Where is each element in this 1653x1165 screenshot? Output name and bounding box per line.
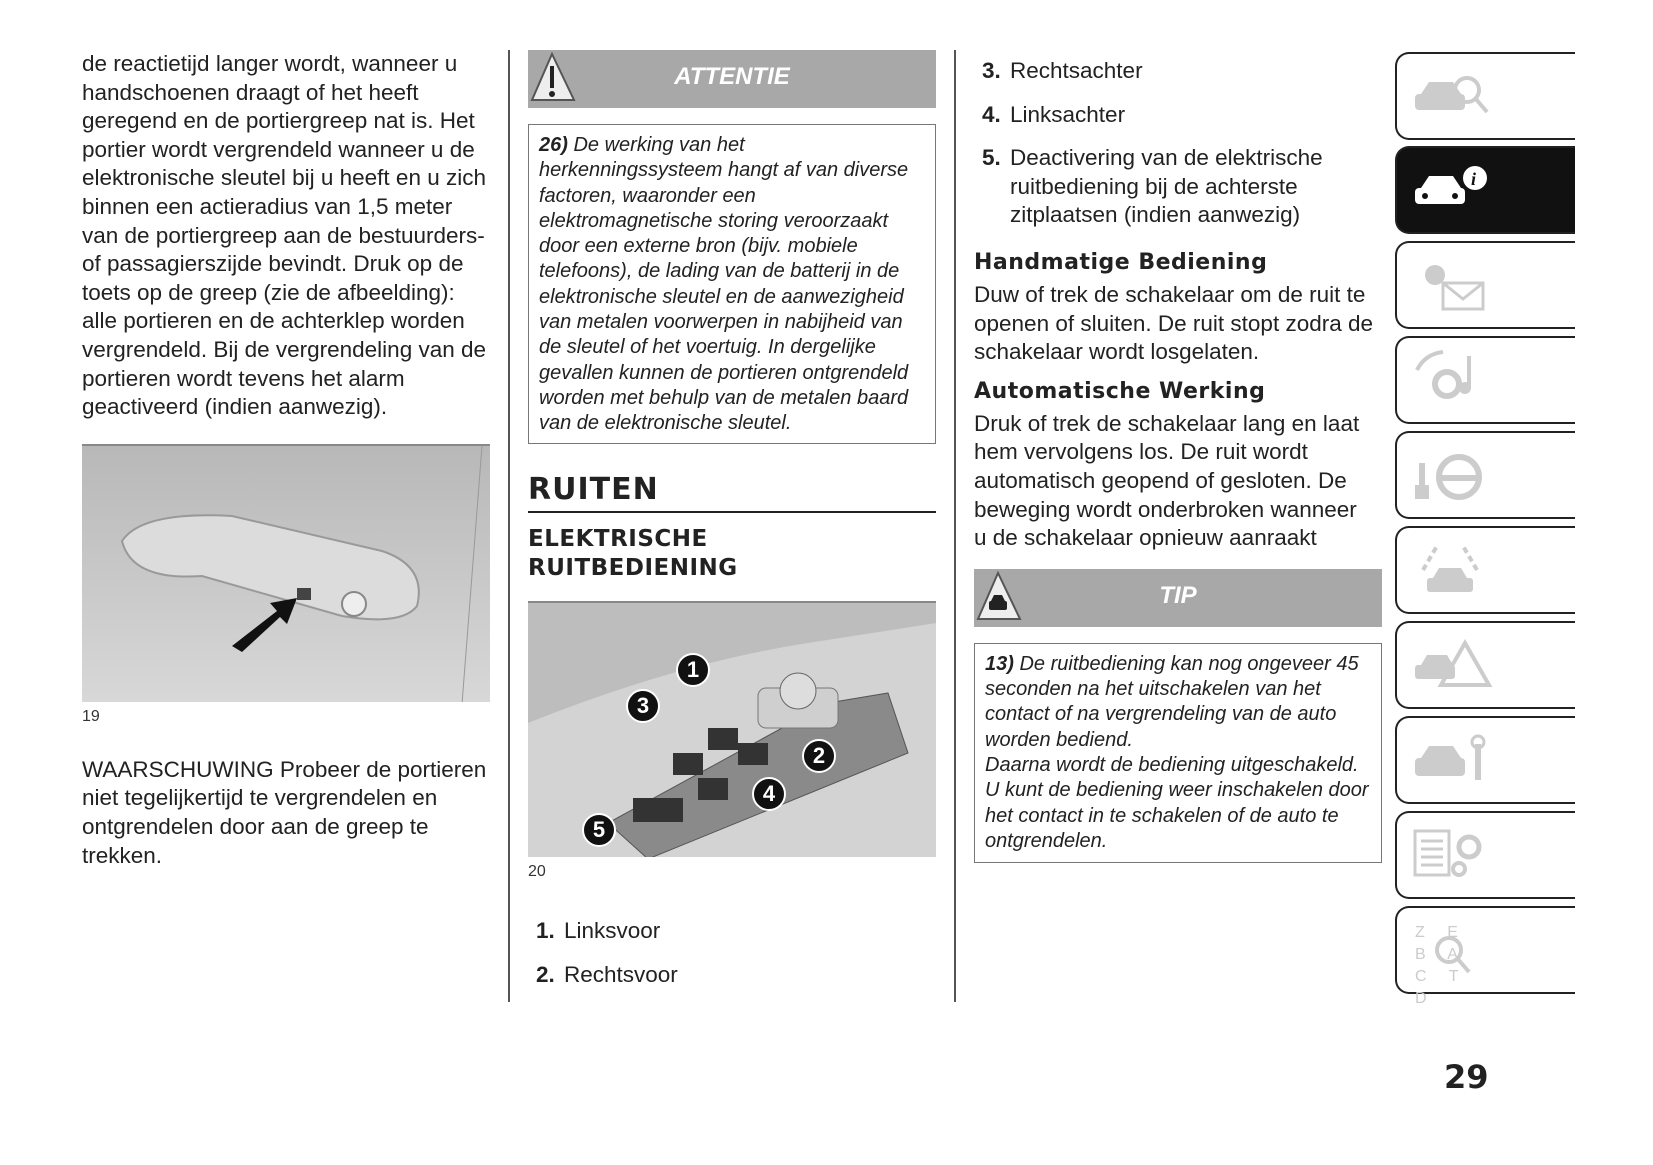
figure-number: 19 [82,707,100,725]
right-column [974,57,1382,863]
page-number: 29 [1444,1058,1489,1096]
tab-multimedia[interactable] [1395,336,1575,424]
car-search-icon [1413,66,1493,126]
callout-2: 2 [802,739,836,773]
list-text: Deactivering van de elektrische ruitbediening bij de achterste zitplaatsen (indien aanwezig) [1010,145,1323,228]
list-text: Linksvoor [564,918,661,943]
section-title: RUITEN [528,472,936,513]
car-info-icon [1413,160,1493,220]
tip-banner [974,569,1382,627]
note-number: 26) [539,134,568,156]
list-item [528,917,936,946]
door-handle-figure [82,444,490,702]
attention-title: ATTENTIE [674,63,790,90]
callout-1: 1 [676,653,710,687]
left-column [82,50,492,870]
tab-index[interactable] [1395,906,1575,1007]
subsection-title-line1: ELEKTRISCHE [528,526,708,552]
tip-text-1: De ruitbediening kan nog ongeveer 45 seconden na het uitschakelen van het contact of na vergrendeling van de auto worden bediend. [985,652,1359,751]
list-item [528,961,936,990]
list-item [974,101,1382,130]
list-item [974,57,1382,86]
tab-steering[interactable] [1395,431,1575,519]
middle-column [528,50,936,989]
multimedia-icon [1413,350,1493,410]
tip-text-2: Daarna wordt de bediening uitgeschakeld. U kunt de bediening weer inschakelen door het contact in te schakelen of de auto te ontgrendelen. [985,753,1369,852]
list-number: 3. [982,58,1001,83]
window-switch-figure [528,601,936,857]
attention-note [528,124,936,444]
text-auto: Druk of trek de schakelaar lang en laat hem vervolgens los. De ruit wordt automatisch geopend of gesloten. De beweging wordt onderbroken wanneer u de schakelaar opnieuw aanraakt [974,410,1360,551]
tab-car-search[interactable] [1395,52,1575,140]
figure-number: 20 [528,863,546,880]
heading-auto: Automatische Werking [974,378,1266,404]
attention-banner [528,50,936,108]
list-text: Rechtsvoor [564,961,678,987]
heading-manual: Handmatige Bediening [974,249,1268,275]
tab-emergency[interactable] [1395,621,1575,709]
callout-5: 5 [582,813,616,847]
tab-technical-data[interactable] [1395,811,1575,899]
driving-assist-icon [1413,540,1493,600]
door-handle-illustration [82,446,490,702]
maintenance-icon [1413,730,1493,790]
steering-icon [1413,445,1493,505]
list-number: 2. [536,961,555,987]
text-manual: Duw of trek de schakelaar om de ruit te openen of sluiten. De ruit stopt zodra de schakelaar wordt losgelaten. [974,281,1374,365]
callout-4: 4 [752,777,786,811]
list-number: 5. [982,145,1001,171]
tab-lights-messages[interactable] [1395,241,1575,329]
tip-note [974,643,1382,863]
tab-car-info[interactable] [1395,146,1575,234]
column-divider [508,50,510,1002]
subsection-title-line2: RUITBEDIENING [528,555,738,581]
tip-number: 13) [985,652,1014,675]
tab-maintenance[interactable] [1395,716,1575,804]
column-divider [954,50,956,1002]
list-text: Linksachter [1010,101,1126,127]
lights-message-icon [1413,255,1493,315]
warning-paragraph: WAARSCHUWING Probeer de portieren niet tegelijkertijd te vergrendelen en ontgrendelen door aan de greep te trekken. [82,756,487,868]
list-number: 1. [536,918,555,943]
list-number: 4. [982,101,1001,127]
intro-paragraph: de reactietijd langer wordt, wanneer u handschoenen draagt of het heeft geregend en de portiergreep nat is. Het portier wordt vergrendeld wanneer u de elektronische sleutel bij u heeft en u zich binnen een actieradius van 1,5 meter van de portiergreep aan de bestuurders- of passagierszijde bevindt. Druk op de toets op de greep (zie de afbeelding): alle portieren en de achterklep worden vergrendeld. Bij de vergrendeling van de portieren wordt tevens het alarm geactiveerd (indien aanwezig). [82,51,487,420]
callout-3: 3 [626,689,660,723]
tab-driving-assist[interactable] [1395,526,1575,614]
technical-data-icon [1413,825,1493,885]
list-item [974,144,1382,230]
list-text: Rechtsachter [1010,58,1143,83]
note-text: De werking van het herkenningssysteem hangt af van diverse factoren, waaronder een elektromagnetische storing veroorzaakt door een externe bron (bijv. mobiele telefoons), de lading van de batterij in de elektronische sleutel en de aanwezigheid van metalen voorwerpen in nabijheid van de sleutel of het voertuig. In dergelijke gevallen kunnen de portieren ontgrendeld worden met behulp van de metalen baard van de elektronische sleutel. [539,134,909,435]
index-letters: Z E B A C T D [1415,924,1465,1007]
tip-title: TIP [1159,581,1197,609]
svg-text:i: i [1471,169,1477,189]
emergency-icon [1413,635,1493,695]
